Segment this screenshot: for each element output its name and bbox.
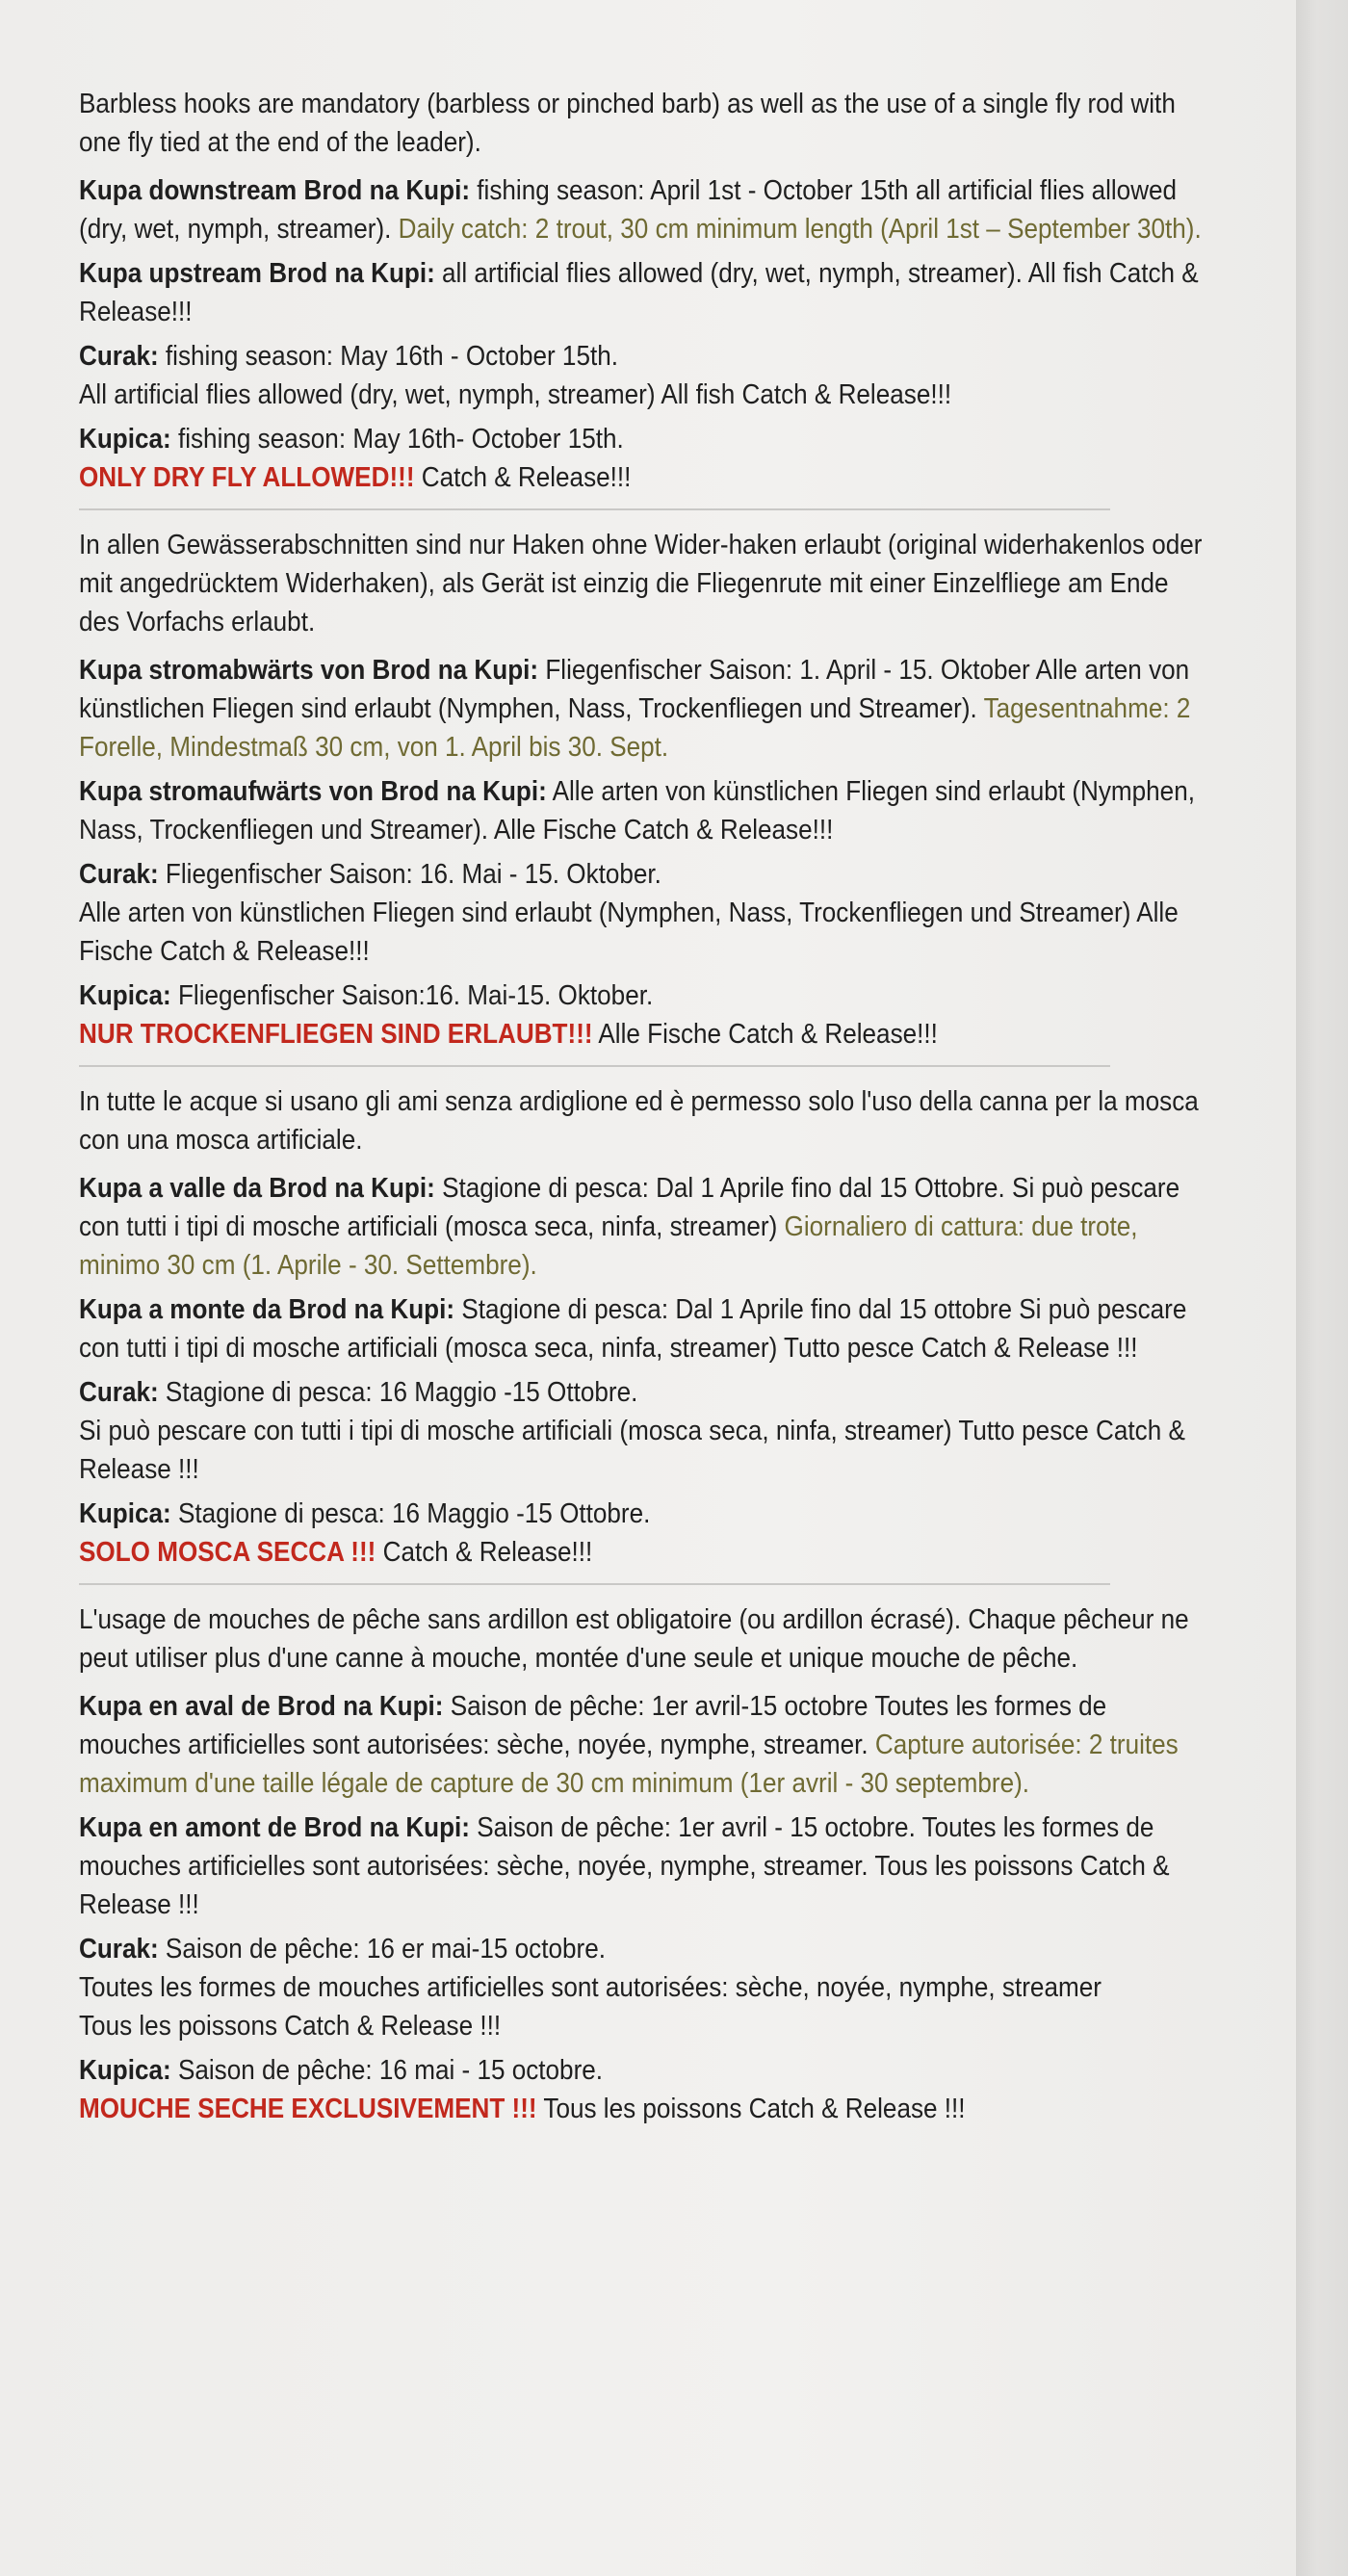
rule-text: Catch & Release!!! xyxy=(414,462,632,493)
rule-text: Saison de pêche: 16 mai - 15 octobre. xyxy=(170,2055,604,2086)
curak-rule xyxy=(79,1373,1205,1489)
rule-text: Fliegenfischer Saison: 16. Mai - 15. Oktober. xyxy=(158,859,661,890)
rule-text: Fliegenfischer Saison:16. Mai-15. Oktober. xyxy=(170,980,654,1011)
river-name: Kupa a monte da Brod na Kupi: xyxy=(79,1294,455,1325)
dry-fly-warning: NUR TROCKENFLIEGEN SIND ERLAUBT!!! xyxy=(79,1019,593,1050)
upstream-rule xyxy=(79,1808,1205,1924)
rule-text: fishing season: May 16th- October 15th. xyxy=(170,424,624,455)
kupica-rule xyxy=(79,2051,1205,2128)
catch-limit-text: Capture autorisée: 2 truites maximum d'une taille légale de capture de 30 cm minimum (1er avril - 30 septembre). xyxy=(79,1730,1179,1799)
river-name: Kupica: xyxy=(79,2055,171,2086)
section-divider xyxy=(79,1065,1110,1067)
river-name: Kupa stromabwärts von Brod na Kupi: xyxy=(79,655,539,686)
river-name: Kupica: xyxy=(79,980,171,1011)
rule-text: Stagione di pesca: Dal 1 Aprile fino dal 15 Ottobre. Si può pescare con tutti i tipi di mosche artificiali (mosca seca, ninfa, streamer) xyxy=(79,1173,1180,1242)
rule-text: fishing season: May 16th - October 15th. xyxy=(158,341,618,372)
rule-text: Alle arten von künstlichen Fliegen sind erlaubt (Nymphen, Nass, Trockenfliegen und Streamer). Alle Fische Catch & Release!!! xyxy=(79,776,1195,846)
downstream-rule xyxy=(79,651,1205,767)
dry-fly-warning: SOLO MOSCA SECCA !!! xyxy=(79,1537,376,1568)
section-divider xyxy=(79,1583,1110,1585)
curak-rule xyxy=(79,337,1205,414)
rule-text: Si può pescare con tutti i tipi di mosche artificiali (mosca seca, ninfa, streamer) Tutto pesce Catch & Release !!! xyxy=(79,1416,1185,1485)
river-name: Kupa downstream Brod na Kupi: xyxy=(79,175,471,206)
downstream-rule xyxy=(79,1169,1205,1285)
river-name: Kupa a valle da Brod na Kupi: xyxy=(79,1173,435,1204)
rule-text: Alle arten von künstlichen Fliegen sind erlaubt (Nymphen, Nass, Trockenfliegen und Streamer) Alle Fische Catch & Release!!! xyxy=(79,898,1179,967)
intro-text: L'usage de mouches de pêche sans ardillon est obligatoire (ou ardillon écrasé). Chaque pêcheur ne peut utiliser plus d'une canne à mouche, montée d'une seule et unique mouche de pêche. xyxy=(79,1604,1189,1674)
river-name: Kupa upstream Brod na Kupi: xyxy=(79,258,435,289)
rule-text: fishing season: April 1st - October 15th all artificial flies allowed (dry, wet, nymph, streamer). xyxy=(79,175,1178,245)
rule-text: Stagione di pesca: 16 Maggio -15 Ottobre. xyxy=(170,1498,651,1529)
upstream-rule xyxy=(79,254,1205,331)
rule-text: Toutes les formes de mouches artificielles sont autorisées: sèche, noyée, nymphe, streamer xyxy=(79,1972,1102,2003)
rule-text: all artificial flies allowed (dry, wet, nymph, streamer). All fish Catch & Release!!! xyxy=(79,258,1199,327)
river-name: Kupa stromaufwärts von Brod na Kupi: xyxy=(79,776,547,807)
rule-text: Tous les poissons Catch & Release !!! xyxy=(79,2011,502,2042)
kupica-rule xyxy=(79,420,1205,497)
rule-text: Saison de pêche: 16 er mai-15 octobre. xyxy=(158,1934,606,1965)
rule-text: All artificial flies allowed (dry, wet, nymph, streamer) All fish Catch & Release!!! xyxy=(79,379,952,410)
dry-fly-warning: MOUCHE SECHE EXCLUSIVEMENT !!! xyxy=(79,2094,537,2124)
intro-text: Barbless hooks are mandatory (barbless or pinched barb) as well as the use of a single fly rod with one fly tied at the end of the leader). xyxy=(79,89,1176,158)
regulations-text xyxy=(79,85,1205,2134)
dry-fly-warning: ONLY DRY FLY ALLOWED!!! xyxy=(79,462,415,493)
section-italian xyxy=(79,1082,1205,1572)
river-name: Curak: xyxy=(79,1934,159,1965)
section-english xyxy=(79,85,1205,497)
kupica-rule xyxy=(79,976,1205,1054)
catch-limit-text: Tagesentnahme: 2 Forelle, Mindestmaß 30 cm, von 1. April bis 30. Sept. xyxy=(79,693,1191,763)
rule-text: Stagione di pesca: Dal 1 Aprile fino dal 15 ottobre Si può pescare con tutti i tipi di mosche artificiali (mosca seca, ninfa, streamer) Tutto pesce Catch & Release !!! xyxy=(79,1294,1187,1364)
intro-text: In tutte le acque si usano gli ami senza ardiglione ed è permesso solo l'uso della canna per la mosca con una mosca artificiale. xyxy=(79,1086,1199,1156)
section-german xyxy=(79,526,1205,1054)
river-name: Curak: xyxy=(79,859,159,890)
kupica-rule xyxy=(79,1495,1205,1572)
rule-text: Tous les poissons Catch & Release !!! xyxy=(536,2094,966,2124)
curak-rule xyxy=(79,855,1205,971)
rule-text: Saison de pêche: 1er avril - 15 octobre. Toutes les formes de mouches artificielles sont autorisées: sèche, noyée, nymphe, streamer. Tous les poissons Catch & Release !!! xyxy=(79,1812,1170,1920)
downstream-rule xyxy=(79,1687,1205,1803)
catch-limit-text: Daily catch: 2 trout, 30 cm minimum length (April 1st – September 30th). xyxy=(398,214,1202,245)
river-name: Kupica: xyxy=(79,1498,171,1529)
rule-text: Stagione di pesca: 16 Maggio -15 Ottobre. xyxy=(158,1377,638,1408)
rule-text: Catch & Release!!! xyxy=(376,1537,593,1568)
intro-text: In allen Gewässerabschnitten sind nur Haken ohne Wider-haken erlaubt (original widerhakenlos oder mit angedrücktem Widerhaken), als Gerät ist einzig die Fliegenrute mit einer Einzelfliege am Ende des Vorfachs erlaubt. xyxy=(79,530,1203,637)
rule-text: Alle Fische Catch & Release!!! xyxy=(592,1019,938,1050)
rule-text: Fliegenfischer Saison: 1. April - 15. Oktober Alle arten von künstlichen Fliegen sind erlaubt (Nymphen, Nass, Trockenfliegen und Streamer). xyxy=(79,655,1190,724)
rule-text: Saison de pêche: 1er avril-15 octobre Toutes les formes de mouches artificielles sont autorisées: sèche, noyée, nymphe, streamer. xyxy=(79,1691,1107,1760)
upstream-rule xyxy=(79,772,1205,849)
river-name: Kupica: xyxy=(79,424,171,455)
downstream-rule xyxy=(79,171,1205,248)
curak-rule xyxy=(79,1930,1205,2045)
catch-limit-text: Giornaliero di cattura: due trote, minimo 30 cm (1. Aprile - 30. Settembre). xyxy=(79,1211,1138,1281)
river-name: Kupa en aval de Brod na Kupi: xyxy=(79,1691,444,1722)
upstream-rule xyxy=(79,1290,1205,1367)
river-name: Kupa en amont de Brod na Kupi: xyxy=(79,1812,471,1843)
river-name: Curak: xyxy=(79,341,159,372)
page-edge xyxy=(1296,0,1348,2576)
section-french xyxy=(79,1600,1205,2128)
river-name: Curak: xyxy=(79,1377,159,1408)
section-divider xyxy=(79,508,1110,510)
